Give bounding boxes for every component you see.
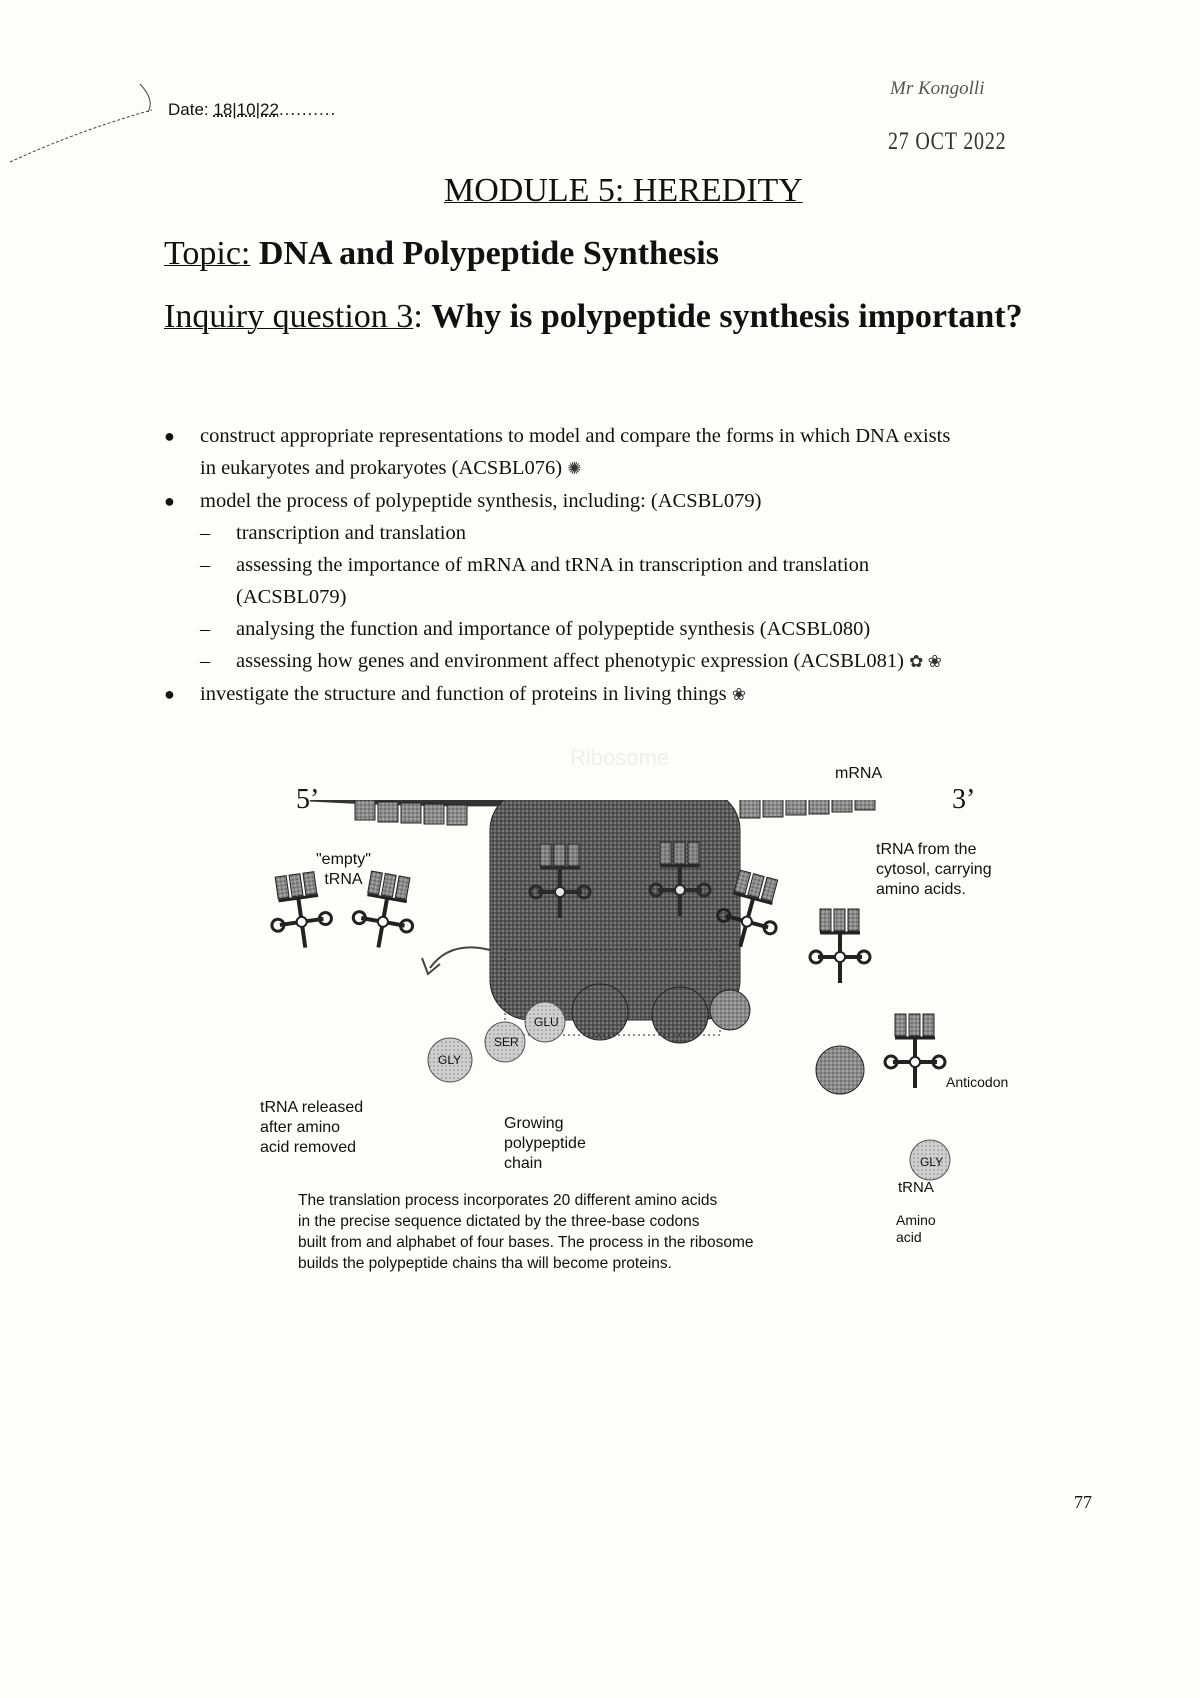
outcome-item: [160, 485, 1095, 517]
outcome-subitem: [160, 645, 1095, 678]
dash-icon: –: [200, 618, 211, 640]
outcome-subitem: [160, 517, 1095, 549]
dash-icon: –: [200, 522, 211, 544]
label-line: acid removed: [260, 1139, 357, 1156]
label-line: amino acids.: [876, 881, 966, 898]
amino-acid-label: [896, 1212, 936, 1246]
label-line: tRNA from the: [876, 841, 977, 858]
inquiry-text: Why is polypeptide synthesis important?: [431, 298, 1023, 335]
five-prime-label: 5’: [296, 784, 320, 815]
outcome-text: analysing the function and importance of polypeptide synthesis (ACSBL080): [236, 618, 871, 640]
label-line: chain: [504, 1155, 543, 1172]
caption-line: builds the polypeptide chains tha will become proteins.: [298, 1255, 672, 1272]
module-title: MODULE 5: HEREDITY: [444, 172, 803, 209]
outcome-subitem-continued: [160, 581, 1095, 613]
skills-icon: ✺: [567, 459, 582, 478]
amino-bead-label: SER: [494, 1035, 519, 1049]
outcome-text: model the process of polypeptide synthesis, including: (ACSBL079): [200, 490, 762, 512]
outcome-item-continued: [160, 452, 1095, 485]
inquiry-label: Inquiry question 3: [164, 298, 414, 335]
label-line: tRNA released: [260, 1099, 364, 1116]
outcomes-list: [160, 420, 1095, 711]
inquiry-separator: :: [413, 298, 423, 335]
bullet-icon: ●: [164, 491, 175, 511]
growing-chain-label: [504, 1114, 586, 1174]
topic-label: Topic:: [164, 235, 251, 272]
pen-stroke-artifact: [0, 70, 170, 170]
outcome-text: investigate the structure and function of proteins in living things: [200, 683, 727, 705]
page-number: 77: [1074, 1492, 1092, 1512]
label-line: "empty": [316, 851, 371, 868]
caption-line: The translation process incorporates 20 different amino acids: [298, 1192, 718, 1209]
date-dots: ..........: [278, 100, 337, 119]
three-prime-label: 3’: [952, 784, 976, 815]
dash-icon: –: [200, 650, 211, 672]
bullet-icon: ●: [164, 426, 175, 446]
topic-text: DNA and Polypeptide Synthesis: [258, 235, 719, 272]
signature-stamp: Mr Kongolli: [890, 78, 985, 99]
inquiry-question: [164, 298, 1023, 336]
amino-bead-label: GLY: [438, 1053, 462, 1067]
capability-icon: ❀: [731, 685, 747, 704]
label-line: polypeptide: [504, 1135, 586, 1152]
date-line: [168, 100, 336, 120]
label-line: cytosol, carrying: [876, 861, 992, 878]
bullet-icon: ●: [164, 684, 175, 704]
outcome-text: (ACSBL079): [236, 586, 347, 608]
label-line: Amino: [896, 1212, 936, 1228]
date-value: 18|10|22: [213, 100, 279, 119]
mrna-label: mRNA: [835, 765, 883, 782]
outcome-item: [160, 678, 1095, 711]
label-line: after amino: [260, 1119, 341, 1136]
outcome-text: assessing the importance of mRNA and tRNA in transcription and translation: [236, 554, 870, 576]
caption-line: in the precise sequence dictated by the three-base codons: [298, 1213, 700, 1230]
outcome-subitem: [160, 613, 1095, 645]
label-line: acid: [896, 1229, 922, 1245]
received-date-stamp: 27 OCT 2022: [888, 128, 1007, 155]
dash-icon: –: [200, 554, 211, 576]
ribosome-label: Ribosome: [570, 745, 670, 770]
label-line: Growing: [504, 1115, 564, 1132]
capability-icon: ✿ ❀: [909, 652, 942, 671]
caption-line: built from and alphabet of four bases. The process in the ribosome: [298, 1234, 754, 1251]
amino-bead-label: GLU: [534, 1015, 559, 1029]
empty-trna-label: [316, 850, 371, 890]
figure-caption: [298, 1190, 868, 1274]
anticodon-label: Anticodon: [946, 1074, 1009, 1090]
amino-bead-label: GLY: [920, 1155, 944, 1169]
outcome-text: assessing how genes and environment affect phenotypic expression (ACSBL081): [236, 650, 905, 672]
outcome-item: [160, 420, 1095, 452]
ribosome-body: [490, 800, 740, 1020]
outcome-subitem: [160, 549, 1095, 581]
trna-label: tRNA: [898, 1179, 934, 1196]
topic-heading: [164, 235, 719, 273]
outcome-text: construct appropriate representations to model and compare the forms in which DNA exists: [200, 425, 951, 447]
outcome-text: in eukaryotes and prokaryotes (ACSBL076): [200, 457, 563, 479]
label-line: tRNA: [324, 871, 363, 888]
outcome-text: transcription and translation: [236, 522, 466, 544]
trna-from-cytosol-label: [876, 840, 992, 900]
date-label: Date:: [168, 100, 209, 119]
trna-released-label: [260, 1098, 363, 1158]
